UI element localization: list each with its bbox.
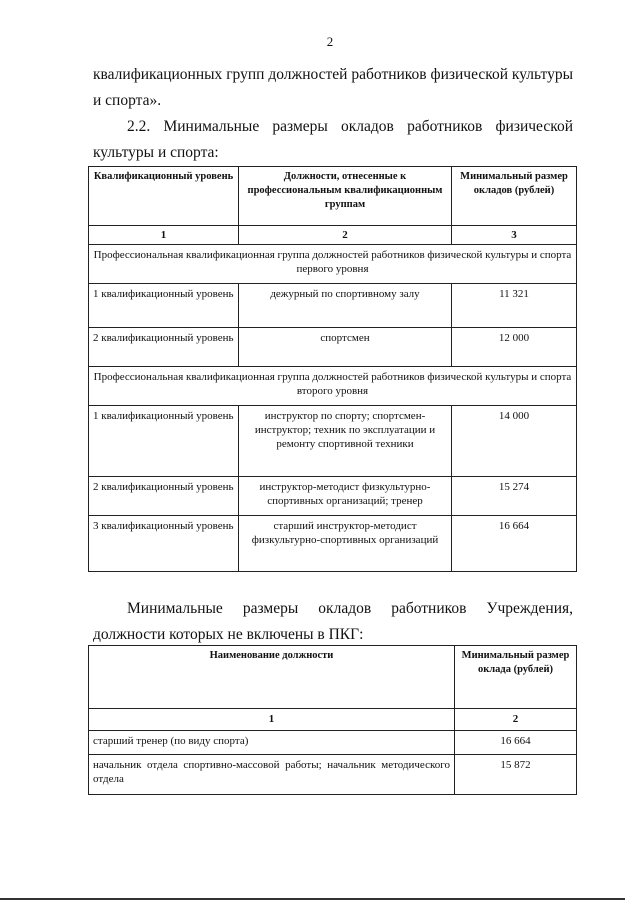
position-cell: инструктор-методист физкультурно-спортивных организаций; тренер bbox=[239, 477, 452, 516]
table-row bbox=[89, 328, 577, 367]
group-2-title: Профессиональная квалификационная группа должностей работников физической культуры и спорта второго уровня bbox=[89, 367, 577, 406]
level-cell: 1 квалификационный уровень bbox=[89, 284, 239, 328]
column-number-row bbox=[89, 226, 577, 245]
page-bottom-edge bbox=[0, 898, 625, 900]
paragraph-not-included: Минимальные размеры окладов работников Учреждения, должности которых не включены в ПКГ: bbox=[93, 600, 573, 643]
level-cell: 1 квалификационный уровень bbox=[89, 406, 239, 477]
salary-table-other bbox=[88, 645, 577, 795]
position-cell: спортсмен bbox=[239, 328, 452, 367]
position-cell: дежурный по спортивному залу bbox=[239, 284, 452, 328]
header-min-salary: Минимальный размер окладов (рублей) bbox=[452, 167, 577, 226]
table-row bbox=[89, 755, 577, 795]
table-row bbox=[89, 731, 577, 755]
table-header-row bbox=[89, 167, 577, 226]
table-row bbox=[89, 284, 577, 328]
position-cell: старший тренер (по виду спорта) bbox=[89, 731, 455, 755]
header-position-name: Наименование должности bbox=[89, 646, 455, 709]
salary-cell: 16 664 bbox=[452, 516, 577, 572]
paragraph-2-2: 2.2. Минимальные размеры окладов работников физической культуры и спорта: bbox=[93, 118, 573, 161]
level-cell: 2 квалификационный уровень bbox=[89, 477, 239, 516]
column-number: 2 bbox=[239, 226, 452, 245]
position-cell: старший инструктор-методист физкультурно-спортивных организаций bbox=[239, 516, 452, 572]
salary-cell: 12 000 bbox=[452, 328, 577, 367]
column-number-row bbox=[89, 709, 577, 731]
table-header-row bbox=[89, 646, 577, 709]
group-1-title: Профессиональная квалификационная группа должностей работников физической культуры и спорта первого уровня bbox=[89, 245, 577, 284]
page-number: 2 bbox=[326, 34, 334, 49]
group-title-row bbox=[89, 367, 577, 406]
header-min-salary: Минимальный размер оклада (рублей) bbox=[455, 646, 577, 709]
salary-cell: 11 321 bbox=[452, 284, 577, 328]
table-row bbox=[89, 477, 577, 516]
header-positions: Должности, отнесенные к профессиональным квалификационным группам bbox=[239, 167, 452, 226]
column-number: 1 bbox=[89, 709, 455, 731]
table-row bbox=[89, 516, 577, 572]
header-qualification-level: Квалификационный уровень bbox=[89, 167, 239, 226]
column-number: 2 bbox=[455, 709, 577, 731]
salary-cell: 16 664 bbox=[455, 731, 577, 755]
level-cell: 2 квалификационный уровень bbox=[89, 328, 239, 367]
position-cell: начальник отдела спортивно-массовой работы; начальник методического отдела bbox=[89, 755, 455, 795]
level-cell: 3 квалификационный уровень bbox=[89, 516, 239, 572]
salary-cell: 15 872 bbox=[455, 755, 577, 795]
table-row bbox=[89, 406, 577, 477]
position-cell: инструктор по спорту; спортсмен-инструктор; техник по эксплуатации и ремонту спортивной техники bbox=[239, 406, 452, 477]
salary-table-pkg bbox=[88, 166, 577, 572]
salary-cell: 15 274 bbox=[452, 477, 577, 516]
column-number: 3 bbox=[452, 226, 577, 245]
salary-cell: 14 000 bbox=[452, 406, 577, 477]
group-title-row bbox=[89, 245, 577, 284]
column-number: 1 bbox=[89, 226, 239, 245]
paragraph-continuation: квалификационных групп должностей работников физической культуры и спорта». bbox=[93, 66, 573, 109]
